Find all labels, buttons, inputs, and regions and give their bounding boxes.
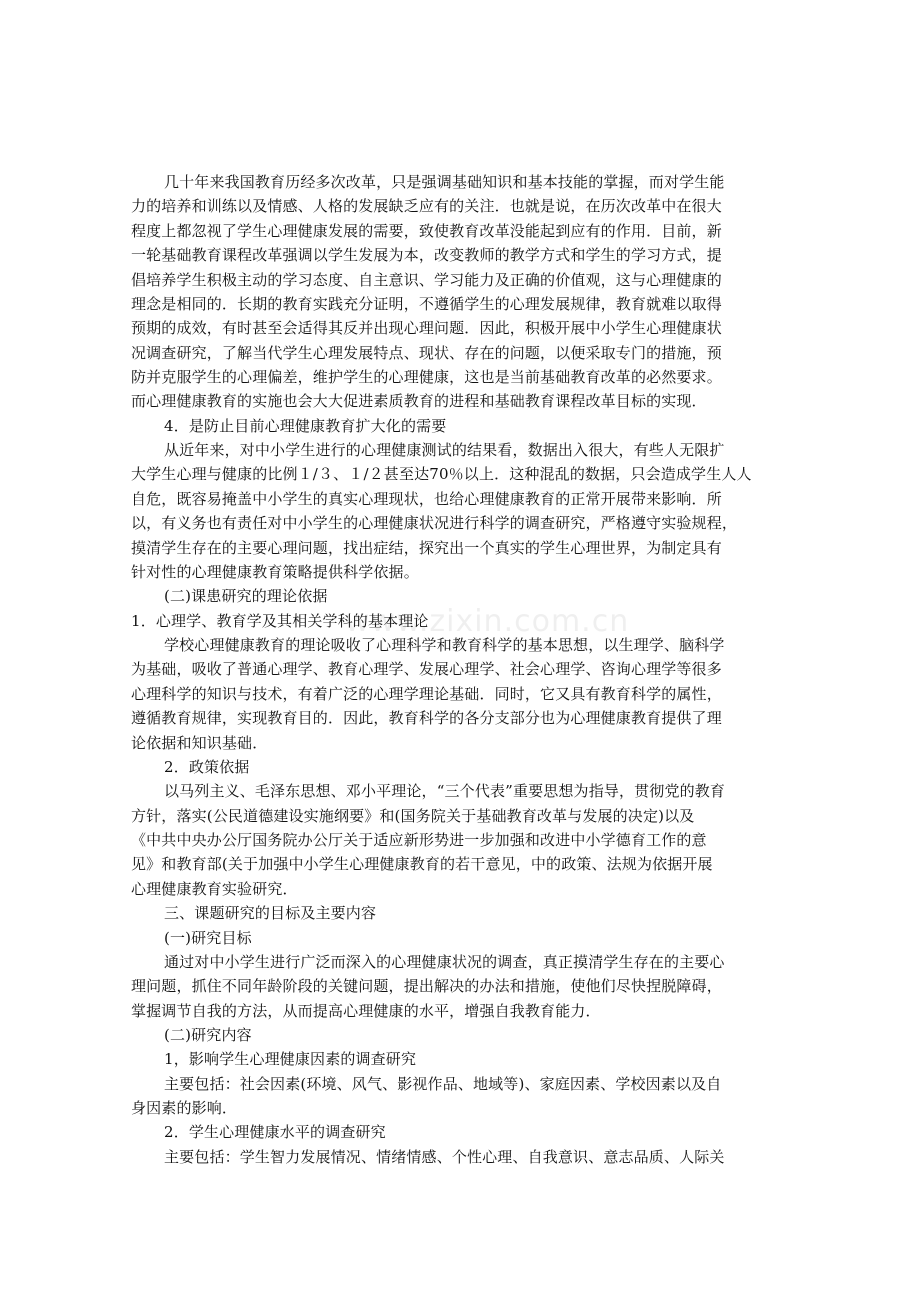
- text-line: 一轮基础教育课程改革强调以学生发展为本，改变教师的教学方式和学生的学习方式，提: [131, 246, 722, 265]
- text-line: 理念是相同的．长期的教育实践充分证明，不遵循学生的心理发展规律，教育就难以取得: [131, 294, 722, 313]
- text-line: 理问题，抓住不同年龄阶段的关键问题，提出解决的办法和措施，使他们尽快捏脱障碍，: [131, 977, 722, 996]
- text-line: 自危，既容易掩盖中小学生的真实心理现状，也给心理健康教育的正常开展带来影响．所: [131, 489, 722, 508]
- text-line: 三、课题研究的目标及主要内容: [164, 904, 377, 923]
- text-line: 而心理健康教育的实施也会大大促进素质教育的进程和基础教育课程改革目标的实现．: [131, 392, 707, 411]
- text-line: 为基础，吸收了普通心理学、教育心理学、发展心理学、社会心理学、咨询心理学等很多: [131, 660, 722, 679]
- text-line: 程度上都忽视了学生心理健康发展的需要，致使教育改革没能起到应有的作用．目前，新: [131, 221, 722, 240]
- text-line: 身因素的影响．: [131, 1099, 238, 1118]
- text-line: 力的培养和训练以及情感、人格的发展缺乏应有的关注．也就是说，在历次改革中在很大: [131, 197, 722, 216]
- text-line: 2．政策依据: [164, 757, 250, 776]
- text-line: (一)研究目标: [164, 928, 252, 947]
- text-line: 从近年来，对中小学生进行的心理健康测试的结果看，数据出入很大，有些人无限扩: [164, 441, 725, 460]
- text-line: 2．学生心理健康水平的调查研究: [164, 1123, 386, 1142]
- text-line: (二)课患研究的理论依据: [164, 587, 328, 606]
- text-line: 方针，落实(公民道德建设实施纲要》和(国务院关于基础教育改革与发展的决定)以及: [131, 806, 695, 825]
- text-line: 倡培养学生积极主动的学习态度、自主意识、学习能力及正确的价值观，这与心理健康的: [131, 270, 722, 289]
- text-line: 遵循教育规律，实现教育目的．因此，教育科学的各分支部分也为心理健康教育提供了理: [131, 709, 722, 728]
- text-line: 主要包括：学生智力发展情况、情绪情感、个性心理、自我意识、意志品质、人际关: [164, 1147, 725, 1166]
- text-line: 防并克服学生的心理偏差，维护学生的心理健康，这也是当前基础教育改革的必然要求。: [131, 368, 722, 386]
- text-line: 摸清学生存在的主要心理问题，找出症结，探究出一个真实的学生心理世界，为制定具有: [131, 538, 722, 557]
- text-line: 大学生心理与健康的比例１/３、１/２甚至达70％以上．这种混乱的数据，只会造成学生人人: [131, 465, 752, 484]
- text-line: 预期的成效，有时甚至会适得其反并出现心理问题．因此，积极开展中小学生心理健康状: [131, 319, 722, 338]
- text-line: 主要包括：社会因素(环境、风气、影视作品、地域等)、家庭因素、学校因素以及自: [164, 1074, 722, 1093]
- text-line: 针对性的心理健康教育策略提供科学依据。: [131, 562, 419, 581]
- text-line: 《中共中央办公厅国务院办公厅关于适应新形势进一步加强和改进中小学德育工作的意: [131, 831, 707, 849]
- text-line: 心理健康教育实验研究．: [131, 879, 298, 898]
- text-line: 4．是防止目前心理健康教育扩大化的需要: [164, 416, 447, 435]
- watermark-text: www.zixin.com.cn: [345, 604, 630, 639]
- text-line: 通过对中小学生进行广泛而深入的心理健康状况的调查，真正摸清学生存在的主要心: [164, 952, 725, 971]
- text-line: (二)研究内容: [164, 1026, 252, 1044]
- text-line: 学校心理健康教育的理论吸收了心理科学和教育科学的基本思想，以生理学、脑科学: [164, 636, 725, 654]
- text-line: 以马列主义、毛泽东思想、邓小平理论，“三个代表”重要思想为指导，贯彻党的教育: [164, 782, 726, 801]
- text-line: 心理科学的知识与技术，有着广泛的心理学理论基础．同时，它又具有教育科学的属性，: [131, 684, 722, 703]
- text-line: 见》和教育部(关于加强中小学生心理健康教育的若干意见，中的政策、法规为依据开展: [131, 855, 713, 874]
- text-line: 几十年来我国教育历经多次改革，只是强调基础知识和基本技能的掌握，而对学生能: [164, 173, 725, 191]
- text-line: 1，影响学生心理健康因素的调查研究: [164, 1050, 417, 1069]
- text-line: 掌握调节自我的方法，从而提高心理健康的水平，增强自我教育能力．: [131, 1001, 601, 1020]
- text-line: 以，有义务也有责任对中小学生的心理健康状况进行科学的调查研究，严格遵守实验规程，: [131, 514, 738, 533]
- text-line: 况调查研究，了解当代学生心理发展特点、现状、存在的问题，以便采取专门的措施，预: [131, 343, 722, 362]
- text-line: 论依据和知识基础．: [131, 733, 268, 752]
- text-line: 1．心理学、教育学及其相关学科的基本理论: [131, 611, 429, 630]
